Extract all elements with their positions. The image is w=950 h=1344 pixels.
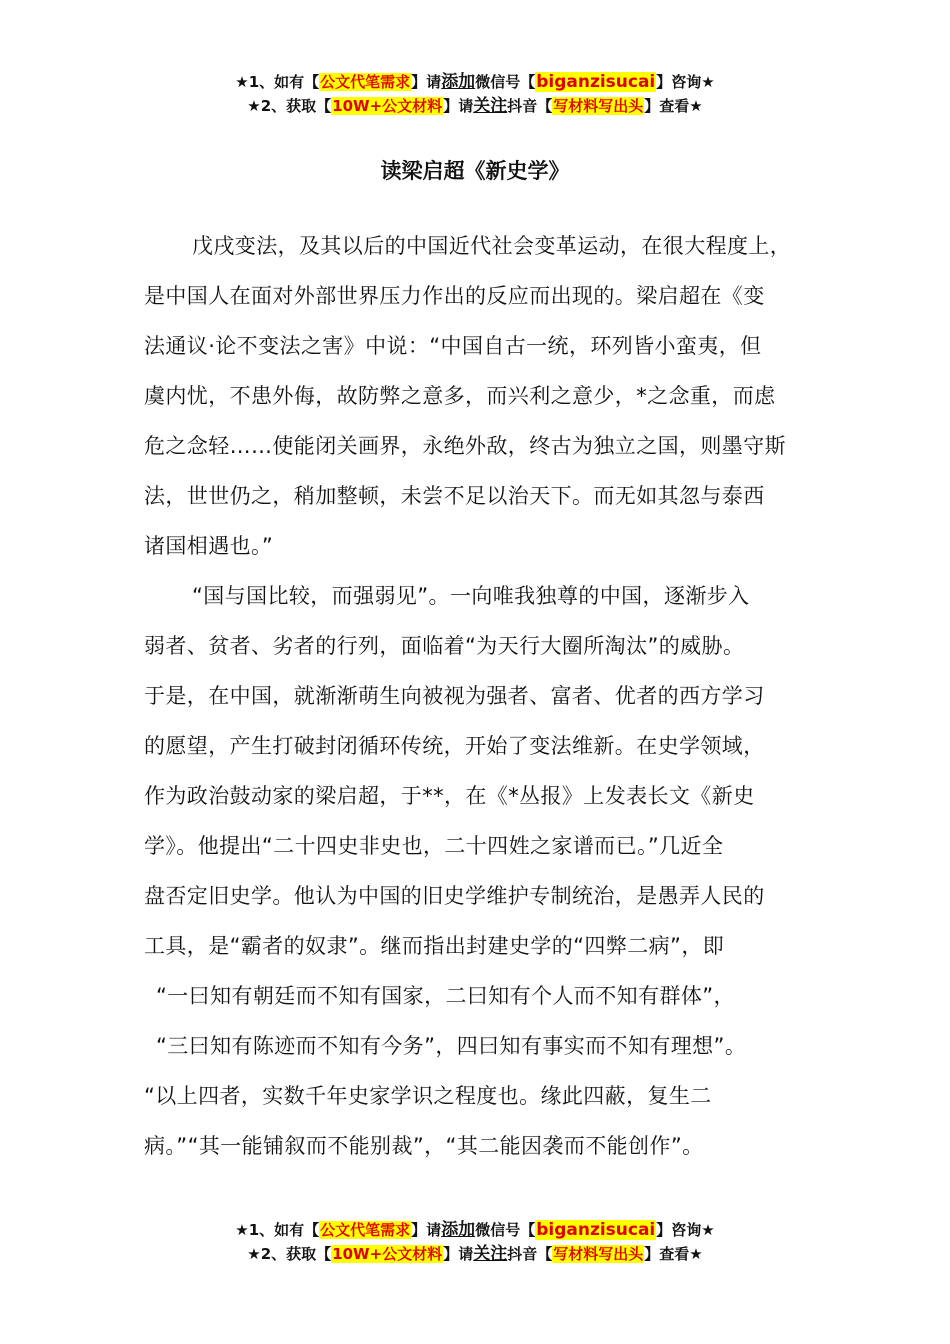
text-line: 诸国相遇也。” bbox=[144, 534, 274, 558]
text-line: “一曰知有朝廷而不知有国家，二曰知有个人而不知有群体”， bbox=[156, 984, 735, 1008]
header-banner bbox=[0, 70, 950, 118]
text-line: “以上四者，实数千年史家学识之程度也。缘此四蔽，复生二 bbox=[144, 1084, 712, 1108]
banner-highlight: 公文代笔需求 bbox=[320, 73, 411, 91]
banner-emphasis: 关注 bbox=[473, 96, 508, 116]
banner-text: 】请 bbox=[411, 1221, 442, 1239]
text-line: 法，世世仍之，稍加整顿，未尝不足以治天下。而无如其忽与泰西 bbox=[144, 484, 765, 508]
text-line: 是中国人在面对外部世界压力作出的反应而出现的。梁启超在《变 bbox=[144, 284, 765, 308]
text-line: 工具，是“霸者的奴隶”。继而指出封建史学的“四弊二病”，即 bbox=[144, 934, 725, 958]
banner-text: ★1、如有【 bbox=[235, 73, 320, 91]
banner-text: 】咨询★ bbox=[656, 1221, 715, 1239]
banner-highlight: 10W+公文材料 bbox=[332, 97, 443, 115]
text-line: 的愿望，产生打破封闭循环传统，开始了变法维新。在史学领域， bbox=[144, 734, 765, 758]
banner-text: 抖音【 bbox=[507, 1245, 553, 1263]
text-line: 作为政治鼓动家的梁启超，于**，在《*丛报》上发表长文《新史 bbox=[144, 784, 755, 808]
banner-text: 】请 bbox=[443, 97, 474, 115]
banner-text: 微信号【 bbox=[475, 73, 536, 91]
banner-line-1 bbox=[0, 1218, 950, 1242]
banner-line-1 bbox=[0, 70, 950, 94]
text-line: “国与国比较，而强弱见”。一向唯我独尊的中国，逐渐步入 bbox=[192, 584, 750, 608]
banner-line-2 bbox=[0, 94, 950, 118]
banner-text: 】请 bbox=[411, 73, 442, 91]
banner-douyin-id: 写材料写出头 bbox=[553, 1245, 644, 1263]
banner-text: ★2、获取【 bbox=[247, 97, 332, 115]
banner-wechat-id: biganzisucai bbox=[536, 72, 656, 92]
text-line: 学》。他提出“二十四史非史也，二十四姓之家谱而已。”几近全 bbox=[144, 834, 724, 858]
banner-text: 】查看★ bbox=[644, 97, 703, 115]
text-line: 于是，在中国，就渐渐萌生向被视为强者、富者、优者的西方学习 bbox=[144, 684, 765, 708]
banner-wechat-id: biganzisucai bbox=[536, 1220, 656, 1240]
text-line: 盘否定旧史学。他认为中国的旧史学维护专制统治，是愚弄人民的 bbox=[144, 884, 765, 908]
banner-text: 】咨询★ bbox=[656, 73, 715, 91]
banner-text: 微信号【 bbox=[475, 1221, 536, 1239]
text-line: “三曰知有陈迹而不知有今务”，四曰知有事实而不知有理想”。 bbox=[156, 1034, 747, 1058]
text-line: 戊戌变法，及其以后的中国近代社会变革运动，在很大程度上， bbox=[192, 234, 792, 258]
banner-emphasis: 添加 bbox=[441, 1220, 476, 1240]
document-title: 读梁启超《新史学》 bbox=[380, 159, 570, 183]
text-line: 弱者、贫者、劣者的行列，面临着“为天行大圈所淘汰”的威胁。 bbox=[144, 634, 745, 658]
banner-text: ★1、如有【 bbox=[235, 1221, 320, 1239]
banner-text: 】查看★ bbox=[644, 1245, 703, 1263]
document-body bbox=[144, 221, 824, 1171]
text-line: 危之念轻……使能闭关画界，永绝外敌，终古为独立之国，则墨守斯 bbox=[144, 434, 786, 458]
banner-text: ★2、获取【 bbox=[247, 1245, 332, 1263]
banner-text: 抖音【 bbox=[507, 97, 553, 115]
text-line: 法通议·论不变法之害》中说：“中国自古一统，环列皆小蛮夷，但 bbox=[144, 334, 762, 358]
banner-douyin-id: 写材料写出头 bbox=[553, 97, 644, 115]
banner-line-2 bbox=[0, 1242, 950, 1266]
text-line: 病。”“其一能铺叙而不能别裁”，“其二能因袭而不能创作”。 bbox=[144, 1134, 704, 1158]
footer-banner bbox=[0, 1218, 950, 1266]
text-line: 虞内忧，不患外侮，故防弊之意多，而兴利之意少，*之念重，而虑 bbox=[144, 384, 776, 408]
banner-highlight: 公文代笔需求 bbox=[320, 1221, 411, 1239]
banner-emphasis: 关注 bbox=[473, 1244, 508, 1264]
banner-emphasis: 添加 bbox=[441, 72, 476, 92]
banner-highlight: 10W+公文材料 bbox=[332, 1245, 443, 1263]
banner-text: 】请 bbox=[443, 1245, 474, 1263]
